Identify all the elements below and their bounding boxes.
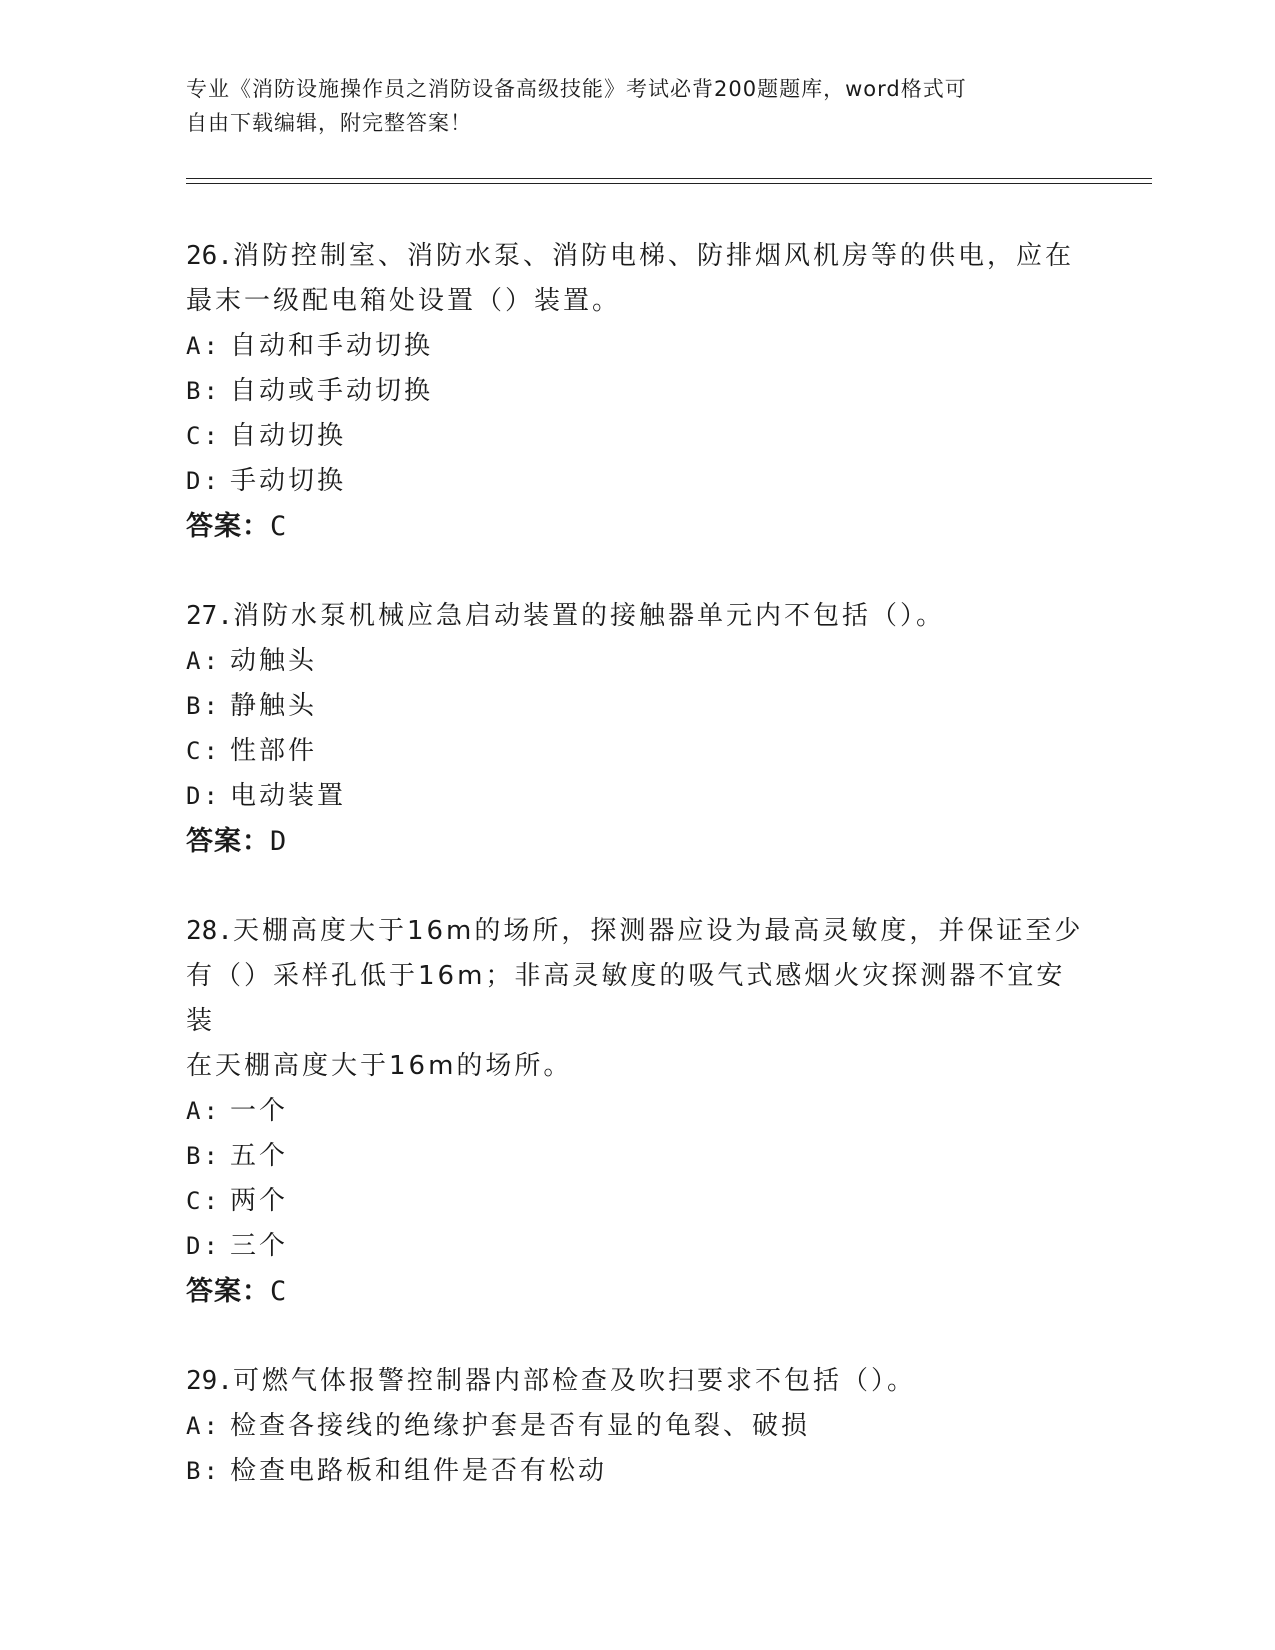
option-text: 三个 — [230, 1231, 289, 1261]
option-key: C: — [186, 422, 221, 450]
option-a — [186, 639, 1086, 684]
question-text-line: 天棚高度大于16m的场所，探测器应设为最高灵敏度，并保证至少 — [232, 916, 1084, 946]
answer-value: D — [270, 826, 288, 857]
header-divider-bottom — [186, 183, 1152, 184]
question-28 — [186, 909, 1086, 1314]
header-divider-top — [186, 178, 1152, 179]
option-text: 动触头 — [230, 646, 318, 676]
answer-label: 答案： — [186, 826, 270, 857]
question-stem — [186, 1359, 1086, 1404]
question-text-line: 最末一级配电箱处设置（）装置。 — [186, 286, 622, 316]
option-key: B: — [186, 692, 221, 720]
question-text-line: 消防水泵机械应急启动装置的接触器单元内不包括（）。 — [232, 601, 945, 631]
option-key: B: — [186, 1142, 221, 1170]
question-number: 28. — [186, 916, 233, 946]
question-text-line: 消防控制室、消防水泵、消防电梯、防排烟风机房等的供电，应在 — [232, 241, 1074, 271]
answer-label: 答案： — [186, 511, 270, 542]
option-d — [186, 459, 1086, 504]
option-a — [186, 1089, 1086, 1134]
option-key: B: — [186, 1457, 221, 1485]
header-line-2: 自由下载编辑，附完整答案！ — [186, 111, 472, 135]
question-stem — [186, 594, 1086, 639]
option-text: 检查各接线的绝缘护套是否有显的龟裂、破损 — [230, 1411, 811, 1441]
document-header — [186, 72, 1066, 140]
option-text: 五个 — [230, 1141, 289, 1171]
option-key: C: — [186, 737, 221, 765]
option-text: 自动或手动切换 — [230, 376, 434, 406]
option-key: A: — [186, 1412, 221, 1440]
question-27 — [186, 594, 1086, 864]
answer-line — [186, 1269, 1086, 1314]
option-text: 自动和手动切换 — [230, 331, 434, 361]
question-number: 26. — [186, 241, 233, 271]
answer-label: 答案： — [186, 1276, 270, 1307]
option-text: 性部件 — [230, 736, 318, 766]
option-key: A: — [186, 647, 221, 675]
option-key: D: — [186, 1232, 221, 1260]
option-key: A: — [186, 332, 221, 360]
question-stem — [186, 909, 1086, 954]
question-text-line: 可燃气体报警控制器内部检查及吹扫要求不包括（）。 — [232, 1366, 916, 1396]
option-d — [186, 774, 1086, 819]
question-29 — [186, 1359, 1086, 1494]
option-text: 自动切换 — [230, 421, 347, 451]
option-text: 一个 — [230, 1096, 289, 1126]
option-c — [186, 729, 1086, 774]
option-b — [186, 369, 1086, 414]
question-text-line: 有（）采样孔低于16m；非高灵敏度的吸气式感烟火灾探测器不宜安装 — [186, 961, 1066, 1036]
option-b — [186, 1449, 1086, 1494]
option-d — [186, 1224, 1086, 1269]
option-key: B: — [186, 377, 221, 405]
question-26 — [186, 234, 1086, 549]
option-a — [186, 1404, 1086, 1449]
question-list — [186, 234, 1086, 1539]
option-b — [186, 684, 1086, 729]
question-number: 27. — [186, 601, 233, 631]
answer-line — [186, 504, 1086, 549]
option-a — [186, 324, 1086, 369]
option-text: 检查电路板和组件是否有松动 — [230, 1456, 608, 1486]
option-c — [186, 1179, 1086, 1224]
option-key: D: — [186, 467, 221, 495]
option-key: A: — [186, 1097, 221, 1125]
answer-value: C — [270, 1276, 288, 1307]
answer-line — [186, 819, 1086, 864]
option-text: 电动装置 — [230, 781, 347, 811]
question-text-line: 在天棚高度大于16m的场所。 — [186, 1051, 573, 1081]
option-text: 手动切换 — [230, 466, 347, 496]
option-key: C: — [186, 1187, 221, 1215]
option-key: D: — [186, 782, 221, 810]
option-text: 静触头 — [230, 691, 318, 721]
header-line-1: 专业《消防设施操作员之消防设备高级技能》考试必背200题题库，word格式可 — [186, 77, 967, 101]
option-text: 两个 — [230, 1186, 289, 1216]
answer-value: C — [270, 511, 288, 542]
question-number: 29. — [186, 1366, 233, 1396]
option-c — [186, 414, 1086, 459]
question-stem — [186, 234, 1086, 279]
option-b — [186, 1134, 1086, 1179]
